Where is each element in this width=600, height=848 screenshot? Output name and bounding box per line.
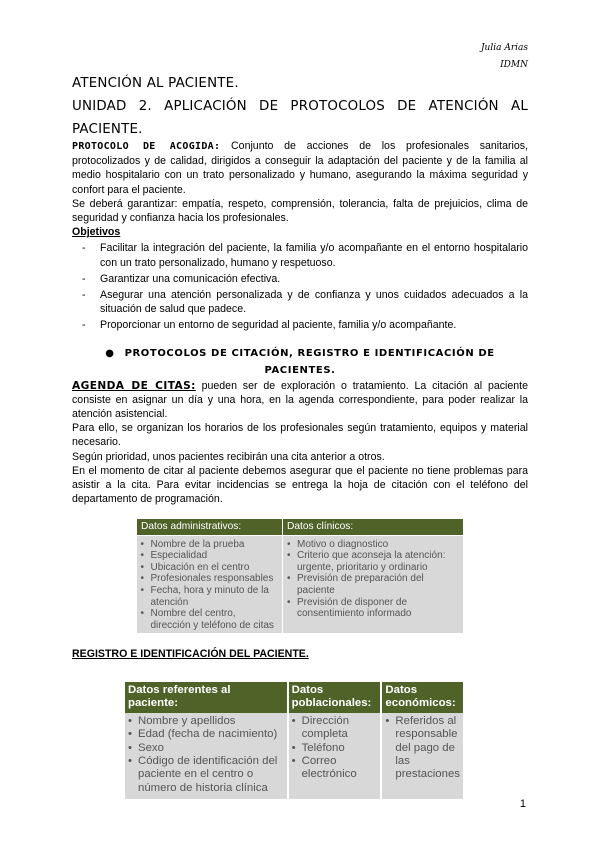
acogida-paragraph — [72, 139, 528, 197]
author-header — [481, 40, 528, 74]
section-line-1: PROTOCOLOS DE CITACIÓN, REGISTRO E IDENTIFICACIÓN DE — [124, 347, 495, 359]
list-item: • Referidos al responsable del pago de las prestaciones — [385, 715, 460, 782]
objetivo-item: - Asegurar una atención personalizada y de confianza y unos cuidados adecuados a la situación de salud que padece. — [100, 288, 528, 316]
list-item: • Nombre del centro, dirección y teléfono de citas — [141, 608, 278, 631]
table-cell-administrativos — [137, 535, 283, 633]
title-line-3: PACIENTE. — [72, 122, 143, 137]
objetivo-item: - Garantizar una comunicación efectiva. — [100, 272, 528, 286]
list-item: • Ubicación en el centro — [141, 562, 278, 574]
author-name: Julia Arias — [480, 43, 528, 53]
agenda-heading: AGENDA DE CITAS: — [72, 379, 196, 392]
list-item: • Criterio que aconseja la atención: urgente, prioritario y ordinario — [287, 550, 459, 573]
table-header: Datos clínicos: — [282, 519, 463, 536]
list-item: • Motivo o diagnostico — [287, 539, 459, 551]
author-group: IDMN — [500, 60, 528, 70]
table-cell-paciente — [125, 713, 288, 799]
list-item: • Previsión de disponer de consentimiento informado — [287, 597, 459, 620]
table-header: Datos referentes al paciente: — [125, 682, 288, 713]
section-line-2: PACIENTES. — [264, 364, 336, 376]
list-item: • Profesionales responsables — [141, 573, 278, 585]
agenda-paragraph-4: En el momento de citar al paciente debemos asegurar que el paciente no tiene problemas para asistir a la cita. Para evitar incidencias se entrega la hoja de citación con el teléfono del departamento de programación. — [72, 464, 528, 506]
document-body — [72, 139, 528, 506]
bullet-icon: ● — [105, 347, 115, 359]
list-item: • Fecha, hora y minuto de la atención — [141, 585, 278, 608]
table-cell-poblacionales — [288, 713, 382, 799]
list-item: • Dirección completa — [292, 715, 378, 742]
objetivos-list — [72, 241, 528, 332]
table-header: Datos administrativos: — [137, 519, 283, 536]
objetivos-heading: Objetivos — [72, 226, 121, 239]
agenda-paragraph-3: Según prioridad, unos pacientes recibirán una cita anterior a otros. — [72, 450, 385, 463]
table-header: Datos poblacionales: — [288, 682, 382, 713]
objetivo-item: - Facilitar la integración del paciente, la familia y/o acompañante en el entorno hospitalario con un trato personalizado, humano y respetuoso. — [100, 241, 528, 269]
table-header: Datos económicos: — [381, 682, 464, 713]
acogida-text: Conjunto de acciones de los profesionales sanitarios, protocolizados y de calidad, dirigidos a conseguir la adaptación del paciente y de la familia al medio hospitalario con un trato personalizado y humano, asegurando la máxima seguridad y confort para el paciente. — [72, 140, 528, 196]
list-item: • Teléfono — [292, 742, 378, 755]
table-cell-economicos — [381, 713, 464, 799]
list-item: • Edad (fecha de nacimiento) — [128, 728, 284, 741]
title-line-1: ATENCIÓN AL PACIENTE. — [72, 76, 239, 91]
section-heading-citacion — [72, 345, 528, 379]
document-title — [72, 72, 528, 141]
page-number: 1 — [519, 798, 526, 810]
table-cell-clinicos — [282, 535, 463, 633]
title-line-2: UNIDAD 2. APLICACIÓN DE PROTOCOLOS DE ATENCIÓN AL — [72, 99, 528, 114]
list-item: • Nombre de la prueba — [141, 539, 278, 551]
list-item: • Previsión de preparación del paciente — [287, 573, 459, 596]
agenda-paragraph — [72, 379, 528, 422]
list-item: • Nombre y apellidos — [128, 715, 284, 728]
acogida-guarantee: Se deberá garantizar: empatía, respeto, comprensión, tolerancia, falta de prejuicios, clima de seguridad y confianza hacia los profesionales. — [72, 197, 528, 225]
patient-data-table — [125, 682, 465, 799]
agenda-paragraph-2: Para ello, se organizan los horarios de los profesionales según tratamiento, equipos y material necesario. — [72, 422, 528, 449]
citation-data-table — [136, 518, 464, 633]
list-item: • Sexo — [128, 742, 284, 755]
list-item: • Especialidad — [141, 550, 278, 562]
registro-heading: REGISTRO E IDENTIFICACIÓN DEL PACIENTE. — [72, 648, 309, 660]
acogida-heading: PROTOCOLO DE ACOGIDA: — [72, 141, 221, 152]
objetivo-item: - Proporcionar un entorno de seguridad al paciente, familia y/o acompañante. — [100, 318, 528, 332]
list-item: • Código de identificación del paciente en el centro o número de historia clínica — [128, 755, 284, 795]
list-item: • Correo electrónico — [292, 755, 378, 782]
agenda-text: pueden ser de exploración o tratamiento. La citación al paciente consiste en asignar un día y una hora, en la agenda correspondiente, para poder realizar la atención asistencial. — [72, 379, 529, 421]
